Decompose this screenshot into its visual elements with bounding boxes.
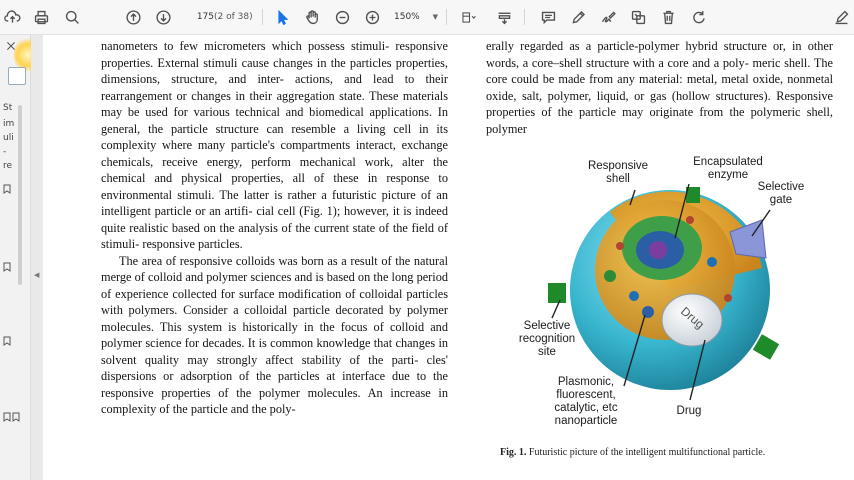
toolbar-divider xyxy=(446,9,447,25)
figure-caption xyxy=(500,447,840,458)
delete-trash-icon[interactable] xyxy=(658,7,678,27)
text-line: in solvent quality may strongly affect stability of the parti- xyxy=(101,336,449,367)
text-line: science for decades. It is common knowledge that changes xyxy=(145,336,436,350)
paragraph-2 xyxy=(101,253,448,418)
thumbnail-icon[interactable] xyxy=(8,67,26,85)
text-line: the particles properties, dimensions, structure, and inter- xyxy=(101,55,449,86)
edit-brush-icon[interactable] xyxy=(831,7,851,27)
bookmark-icon[interactable] xyxy=(11,407,21,417)
inner-particle xyxy=(629,291,639,301)
upload-cloud-icon[interactable] xyxy=(2,7,22,27)
text-line: based on the long period of experience collected for surface xyxy=(101,270,448,301)
label-selective-gate: Selective gate xyxy=(757,181,805,206)
toolbar-divider xyxy=(524,9,525,25)
zoom-level-select[interactable] xyxy=(394,9,440,25)
comment-icon[interactable] xyxy=(538,7,558,27)
paragraph-3 xyxy=(486,38,833,137)
text-line: meric shell. The core could be made from any material: xyxy=(486,55,833,86)
sidebar-snippet: uli xyxy=(3,133,14,143)
text-line: metal, metal oxide, nonmetal oxide, salt, polymer, liquid, xyxy=(486,72,833,103)
sidebar-snippet: re xyxy=(3,161,13,171)
text-line: due to the responsive properties of the polymer molecules. xyxy=(101,369,448,400)
caption-label: Fig. 1. xyxy=(500,447,527,458)
right-text-column xyxy=(486,38,833,137)
signature-icon[interactable] xyxy=(598,7,618,27)
text-line: their aggregation state. These materials may be used for xyxy=(101,88,448,119)
label-plasmonic-nanoparticle: Plasmonic, fluorescent, catalytic, etc nanoparticle xyxy=(554,376,618,427)
text-line: a futuristic picture of an intelligent particle or an artifi- xyxy=(101,187,448,218)
inner-particle xyxy=(724,294,732,302)
select-cursor-icon[interactable] xyxy=(272,7,292,27)
left-text-column xyxy=(101,38,448,418)
text-line: particle may originate from the polymeric shell, polymer xyxy=(486,105,833,136)
paragraph-1 xyxy=(101,38,448,253)
inner-particle xyxy=(616,242,624,250)
caption-text: Futuristic picture of the intelligent multifunctional particle. xyxy=(528,447,766,458)
zoom-search-icon[interactable] xyxy=(62,7,82,27)
collapse-arrow-icon[interactable]: ◀ xyxy=(34,271,40,279)
sidebar-snippet: - xyxy=(3,147,7,157)
text-line: work, alter the chemical and physical properties, all of these xyxy=(101,154,448,185)
text-line: responsive particles. xyxy=(142,237,243,251)
text-line: actions, and lead to their rearrangement or changes in xyxy=(101,72,448,103)
page-layout-icon[interactable] xyxy=(456,7,482,27)
label-encapsulated-enzyme: Encapsulated enzyme xyxy=(693,156,763,181)
bookmark-icon[interactable] xyxy=(2,331,12,341)
annotation-sidebar xyxy=(0,35,31,480)
text-line: various technical and biomedical applications. In general, xyxy=(101,105,449,136)
text-line: or gas (hollow structures). Responsive properties of the xyxy=(486,88,833,119)
text-line: cles' dispersions or adsorption of the particles at interface xyxy=(101,352,448,383)
next-page-icon[interactable] xyxy=(153,7,173,27)
toolbar-divider xyxy=(262,9,263,25)
sidebar-scrollbar[interactable] xyxy=(18,105,22,285)
convert-icon[interactable] xyxy=(628,7,648,27)
draw-pen-icon[interactable] xyxy=(568,7,588,27)
text-line: exchange chemicals, receive energy, perform mechanical xyxy=(101,138,448,169)
zoom-level-value: 150% xyxy=(394,12,420,22)
text-line: in response to environmental stimuli. The latter is rather xyxy=(101,171,448,202)
inner-particle xyxy=(686,216,694,224)
sidebar-snippet: St xyxy=(3,103,13,113)
text-line: responsive properties. External stimuli cause changes in xyxy=(101,39,448,70)
zoom-in-icon[interactable] xyxy=(362,7,382,27)
text-line: on the analysis of the current state of the field of stimuli- xyxy=(101,220,448,251)
text-line: erally regarded as a particle-polymer hybrid structure or, in xyxy=(486,39,802,53)
selective-recognition-receptor xyxy=(548,283,566,303)
text-line: system is historically in the focus of colloid and polymer xyxy=(101,319,448,350)
label-selective-recognition-site: Selective recognition site xyxy=(518,320,576,358)
sidebar-snippet: im xyxy=(3,119,15,129)
text-line: An increase in complexity of the particle and the poly- xyxy=(101,385,448,416)
text-line: other words, a core–shell structure with a core and a poly- xyxy=(486,39,833,70)
enzyme-center xyxy=(649,241,667,259)
page-count: (2 of 38) xyxy=(214,12,253,22)
text-line: a colloidal particle decorated by polymer molecules. This xyxy=(101,303,448,334)
text-line: the particle structure can resemble a living cell in its xyxy=(148,121,448,136)
export-tray-icon[interactable] xyxy=(494,7,514,27)
text-line: nanometers to few micrometers which possess stimuli- xyxy=(101,39,390,53)
text-line: The area of responsive colloids was born as a result of xyxy=(119,253,392,268)
label-drug: Drug xyxy=(676,405,702,417)
inner-particle xyxy=(604,270,616,282)
plasmonic-nanoparticle xyxy=(642,306,654,318)
pdf-toolbar xyxy=(0,0,854,35)
chevron-down-icon: ▼ xyxy=(432,13,438,21)
text-line: complexity where many particle's compartments interact, xyxy=(101,138,396,152)
text-line: modification of colloidal particles with polymers. Consider xyxy=(101,286,448,317)
inner-particle xyxy=(707,257,717,267)
bookmark-icon[interactable] xyxy=(2,257,12,267)
page-number-input[interactable]: 175 xyxy=(196,12,214,22)
panel-collapse-gutter[interactable] xyxy=(31,35,43,480)
bookmark-icon[interactable] xyxy=(2,179,12,189)
previous-page-icon[interactable] xyxy=(123,7,143,27)
hand-tool-icon[interactable] xyxy=(302,7,322,27)
print-icon[interactable] xyxy=(31,7,51,27)
text-line: the natural merge of colloid and polymer sciences and is xyxy=(101,253,449,284)
label-responsive-shell: Responsive shell xyxy=(587,160,649,185)
zoom-out-icon[interactable] xyxy=(332,7,352,27)
text-line: cial cell (Fig. 1); however, it is indeed quite realistic based xyxy=(101,204,448,235)
particle-figure xyxy=(500,150,835,440)
drug-sphere-label: Drug xyxy=(678,304,707,332)
redo-icon[interactable] xyxy=(688,7,708,27)
